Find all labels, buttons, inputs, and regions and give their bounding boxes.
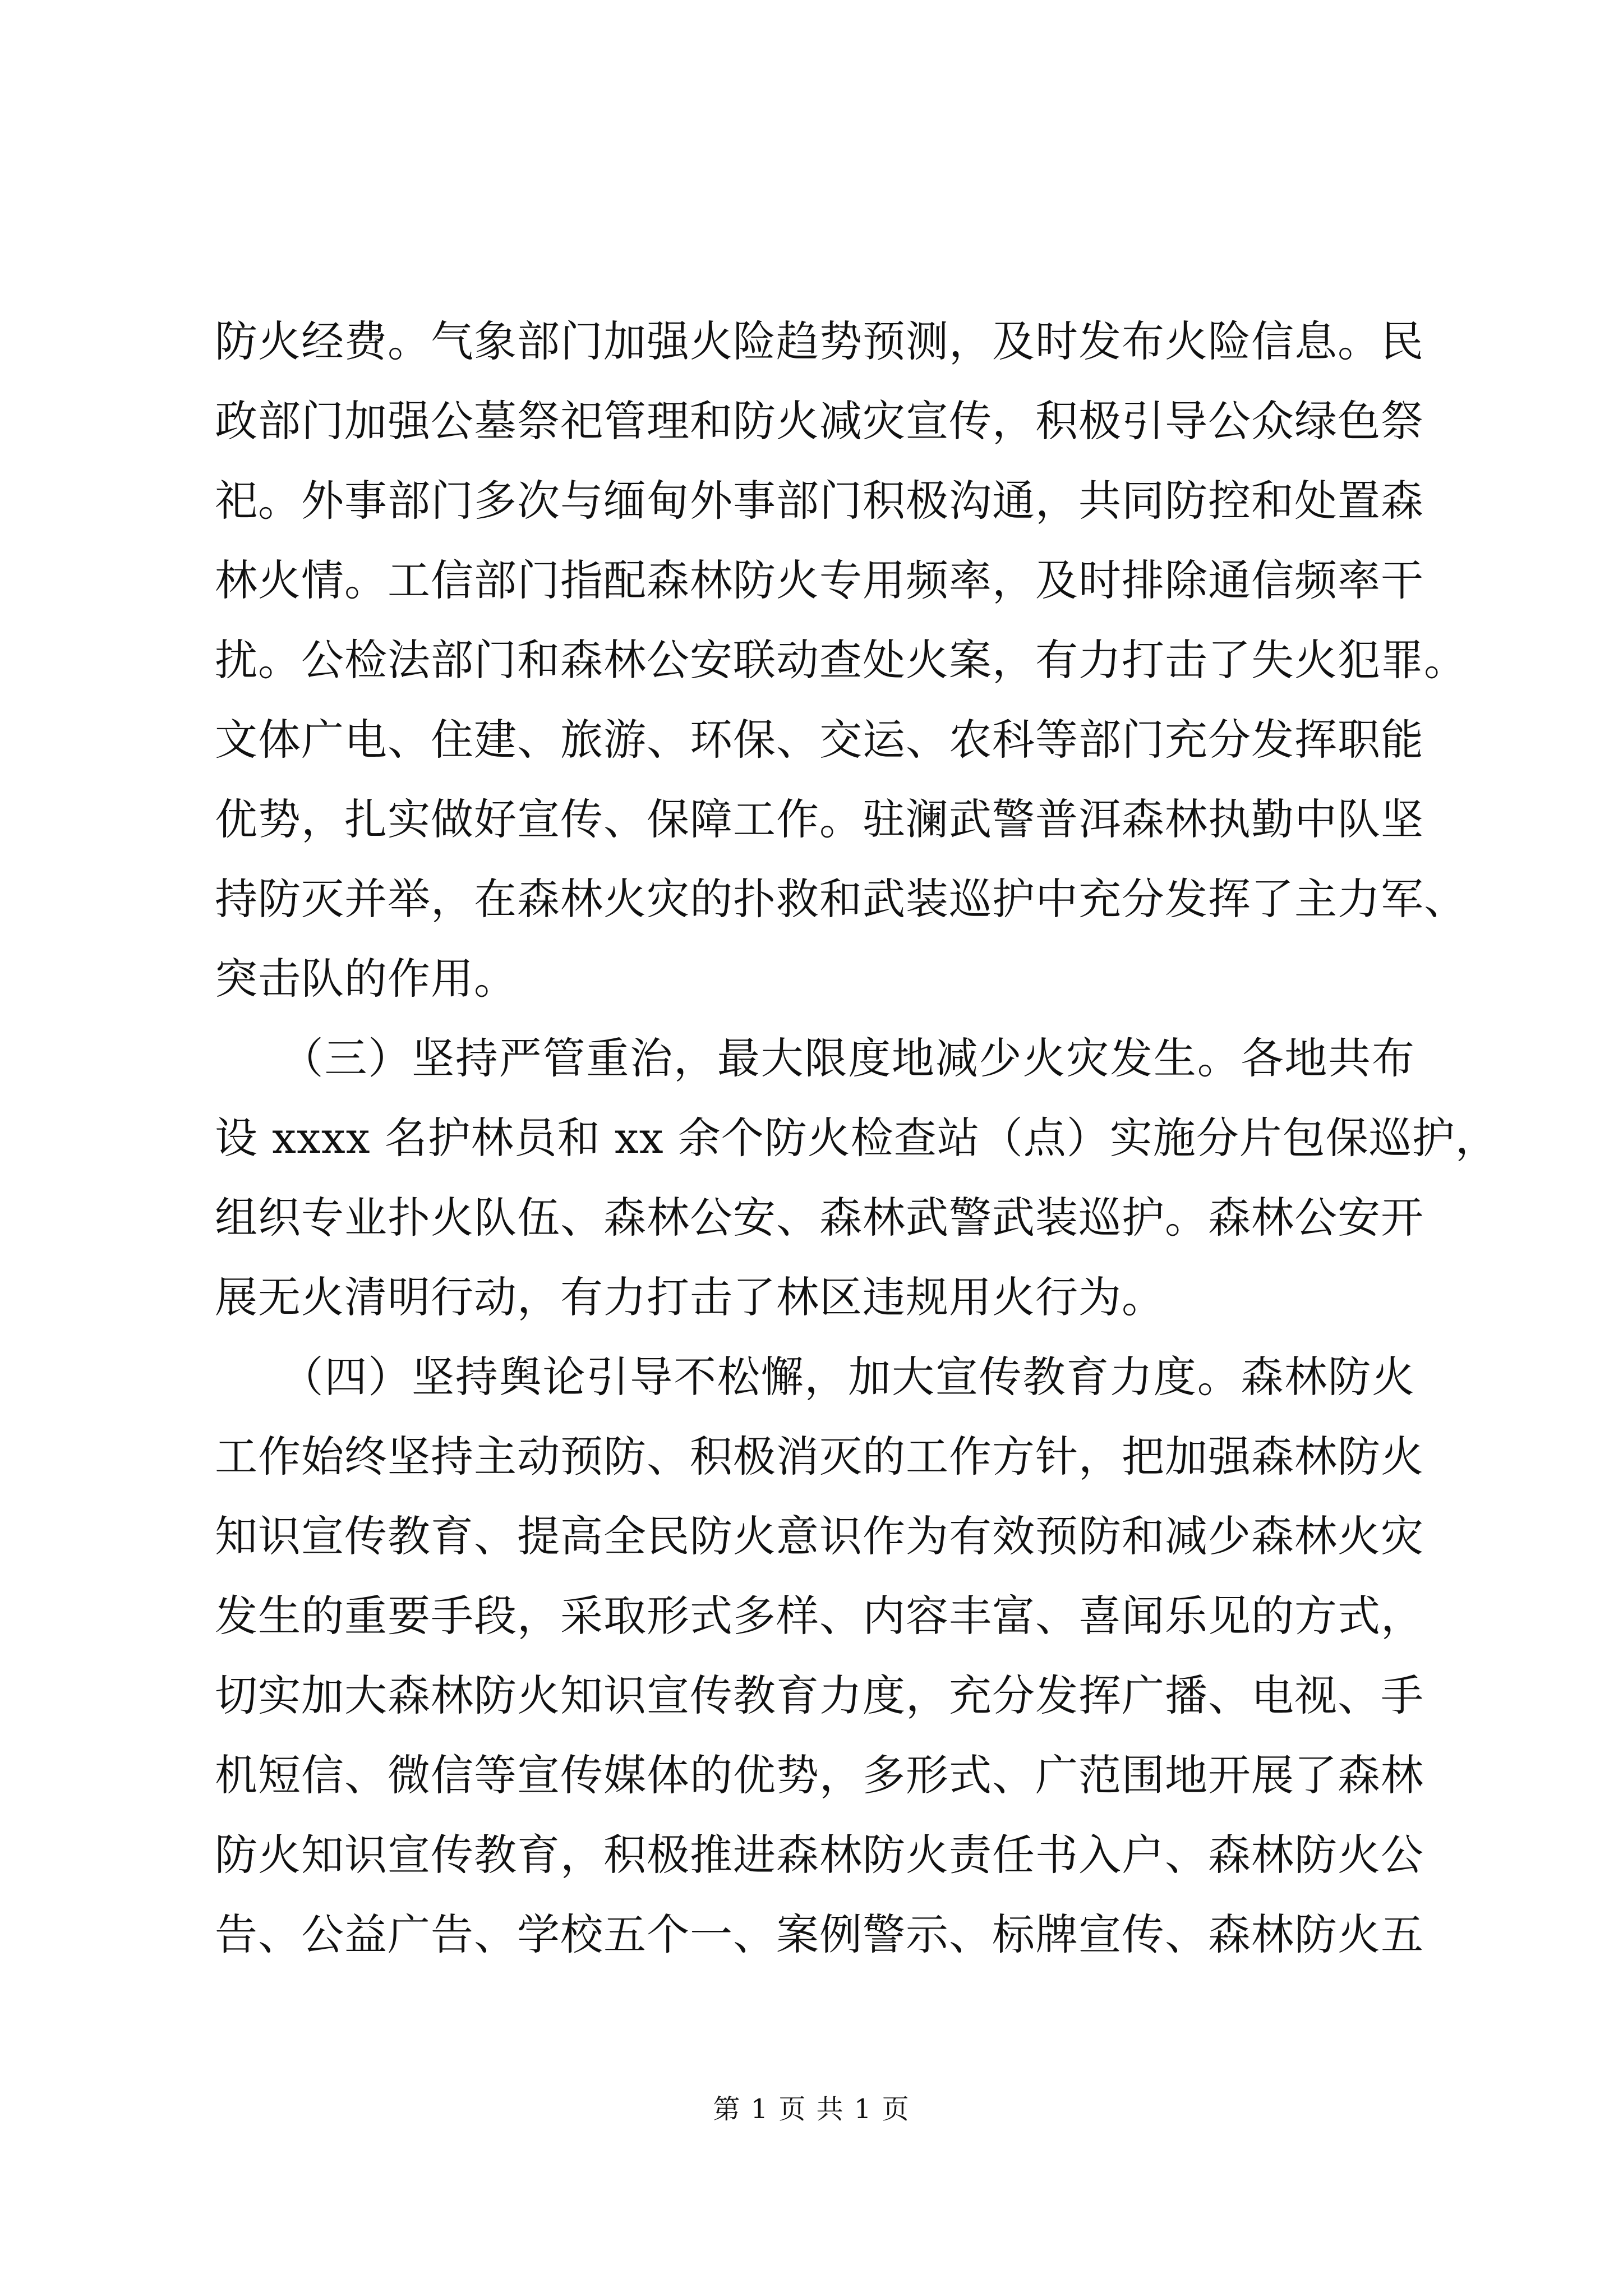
text-line: 工作始终坚持主动预防、积极消灭的工作方针，把加强森林防火 [215,1432,1424,1481]
text-line: 扰。公检法部门和森林公安联动查处火案，有力打击了失火犯罪。 [215,635,1467,685]
text-line: 知识宣传教育、提高全民防火意识作为有效预防和减少森林火灾 [215,1511,1424,1561]
text-line: 优势，扎实做好宣传、保障工作。驻澜武警普洱森林执勤中队坚 [215,794,1424,844]
text-line: 设 xxxx 名护林员和 xx 余个防火检查站（点）实施分片包保巡护， [215,1113,1498,1163]
text-line: 政部门加强公墓祭祀管理和防火减灾宣传，积极引导公众绿色祭 [215,396,1424,446]
text-line: 防火经费。气象部门加强火险趋势预测，及时发布火险信息。民 [215,316,1424,366]
text-line: 机短信、微信等宣传媒体的优势，多形式、广范围地开展了森林 [215,1750,1424,1800]
paragraph-start-line: （三）坚持严管重治，最大限度地减少火灾发生。各地共布 [215,1033,1415,1083]
text-line: 组织专业扑火队伍、森林公安、森林武警武装巡护。森林公安开 [215,1193,1424,1243]
paragraph-start-line: （四）坚持舆论引导不松懈，加大宣传教育力度。森林防火 [215,1352,1415,1402]
text-line: 持防灭并举，在森林火灾的扑救和武装巡护中充分发挥了主力军、 [215,874,1467,924]
text-line: 展无火清明行动，有力打击了林区违规用火行为。 [215,1272,1165,1322]
text-line: 防火知识宣传教育，积极推进森林防火责任书入户、森林防火公 [215,1830,1424,1880]
text-line: 发生的重要手段，采取形式多样、内容丰富、喜闻乐见的方式， [215,1591,1424,1641]
text-line: 突击队的作用。 [215,954,517,1004]
page-footer: 第 1 页 共 1 页 [713,2093,910,2125]
text-line: 林火情。工信部门指配森林防火专用频率，及时排除通信频率干 [215,555,1424,605]
text-line: 文体广电、住建、旅游、环保、交运、农科等部门充分发挥职能 [215,715,1424,765]
body-text [215,302,1498,1975]
text-line: 切实加大森林防火知识宣传教育力度，充分发挥广播、电视、手 [215,1671,1424,1720]
text-line: 告、公益广告、学校五个一、案例警示、标牌宣传、森林防火五 [215,1910,1424,1959]
text-line: 祀。外事部门多次与缅甸外事部门积极沟通，共同防控和处置森 [215,476,1424,526]
